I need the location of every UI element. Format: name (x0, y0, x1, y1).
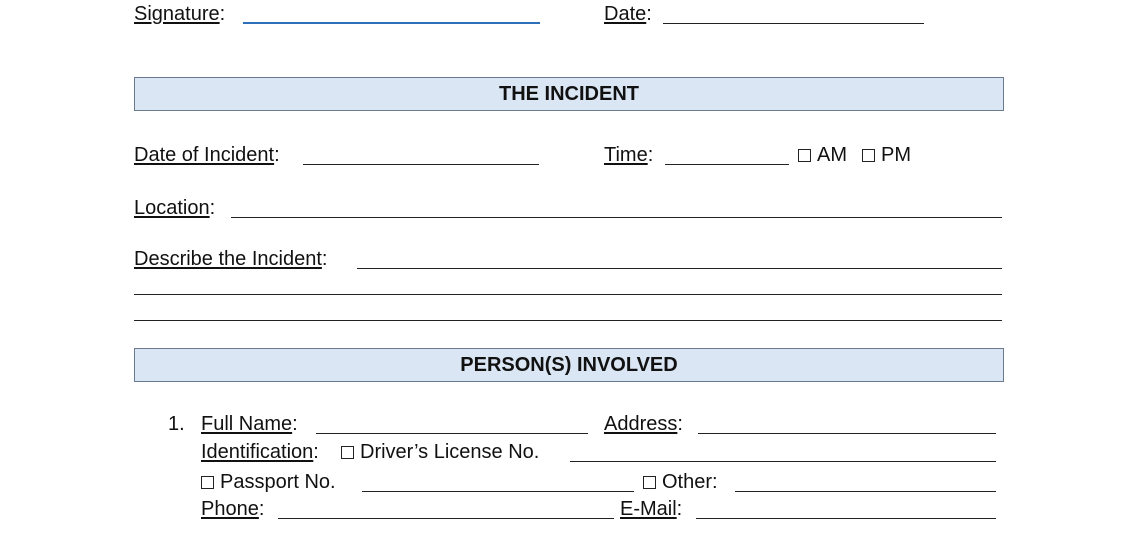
passport-checkbox[interactable] (201, 476, 214, 489)
other-label: Other (662, 471, 713, 493)
address-field[interactable] (698, 433, 996, 434)
drivers-license-checkbox[interactable] (341, 446, 354, 459)
passport-option[interactable] (201, 470, 336, 494)
describe-incident-field-line-3[interactable] (134, 320, 1002, 321)
pm-checkbox[interactable] (862, 149, 875, 162)
time-field[interactable] (665, 164, 789, 165)
describe-incident-field-line-2[interactable] (134, 294, 1002, 295)
section-header-persons: PERSON(S) INVOLVED (134, 348, 1004, 382)
signature-date-field[interactable] (663, 23, 924, 24)
full-name-field[interactable] (316, 433, 588, 434)
signature-label: Signature: (134, 3, 226, 25)
identification-label: Identification: (201, 441, 319, 463)
phone-field[interactable] (278, 518, 614, 519)
address-label: Address: (604, 413, 683, 435)
section-header-incident: THE INCIDENT (134, 77, 1004, 111)
person-number: 1. (168, 413, 185, 435)
am-label: AM (817, 144, 847, 166)
email-label: E-Mail: (620, 498, 683, 520)
location-field[interactable] (231, 217, 1002, 218)
drivers-license-field[interactable] (570, 461, 996, 462)
signature-date-label: Date: (604, 3, 652, 25)
am-option[interactable] (798, 143, 847, 167)
describe-incident-label: Describe the Incident: (134, 248, 328, 270)
date-of-incident-field[interactable] (303, 164, 539, 165)
signature-field[interactable] (243, 22, 540, 24)
passport-label: Passport No. (220, 471, 336, 493)
drivers-license-label: Driver’s License No. (360, 441, 540, 463)
time-label: Time: (604, 144, 654, 166)
full-name-label: Full Name: (201, 413, 298, 435)
pm-option[interactable] (862, 143, 911, 167)
phone-label: Phone: (201, 498, 265, 520)
date-of-incident-label: Date of Incident: (134, 144, 280, 166)
pm-label: PM (881, 144, 911, 166)
other-option[interactable]: Other: (643, 470, 718, 494)
other-field[interactable] (735, 491, 996, 492)
describe-incident-field-line-1[interactable] (357, 268, 1002, 269)
drivers-license-option[interactable] (341, 440, 539, 464)
passport-field[interactable] (362, 491, 634, 492)
am-checkbox[interactable] (798, 149, 811, 162)
location-label: Location: (134, 197, 216, 219)
email-field[interactable] (696, 518, 996, 519)
other-checkbox[interactable] (643, 476, 656, 489)
